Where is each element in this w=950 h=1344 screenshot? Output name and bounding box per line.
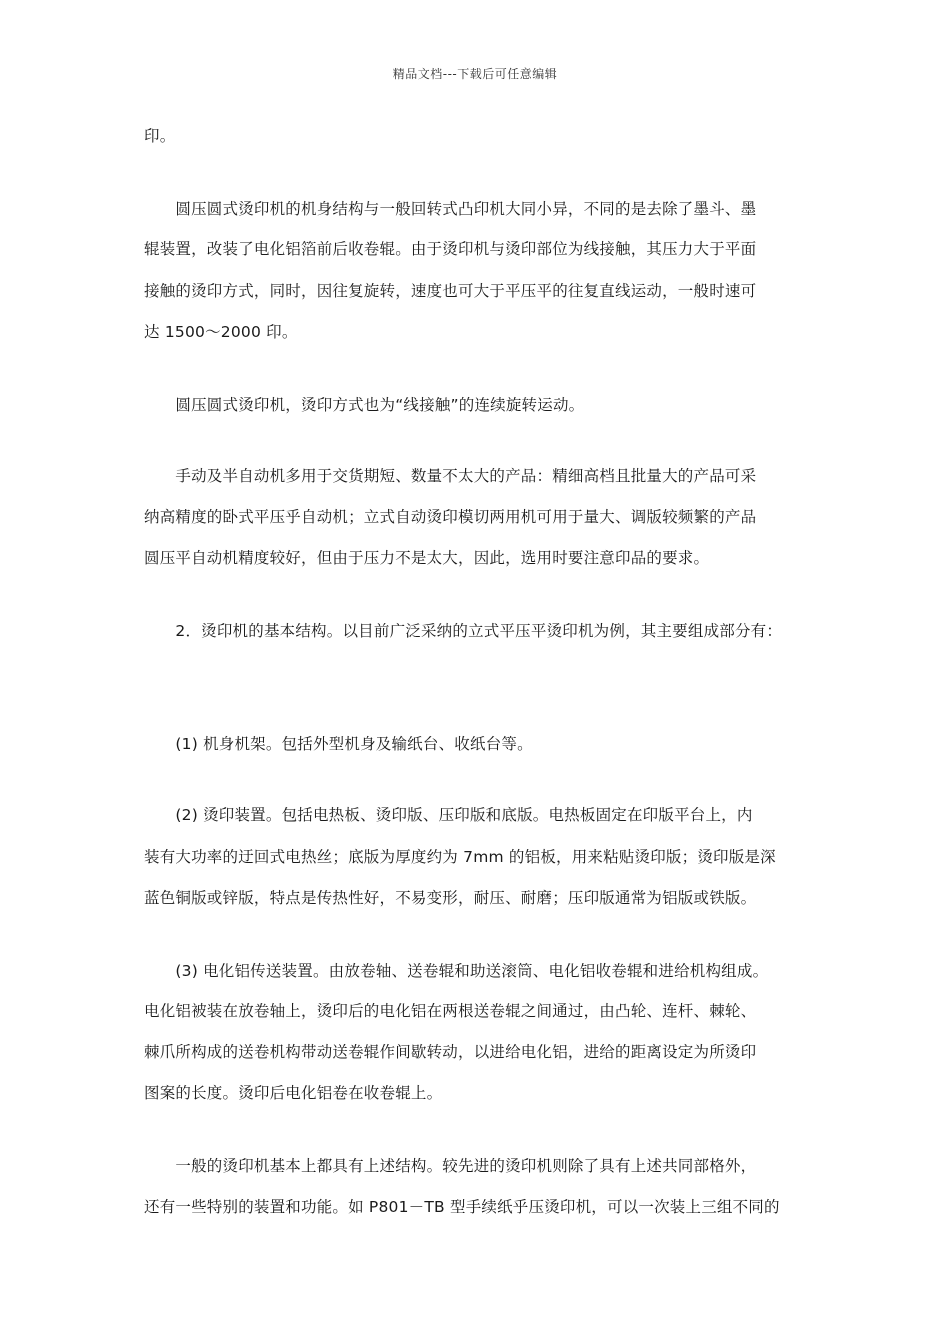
paragraph-line: 蓝色铜版或锌版，特点是传热性好，不易变形，耐压、耐磨；压印版通常为铝版或铁版。 bbox=[144, 889, 757, 907]
paragraph-line: (2) 烫印装置。包括电热板、烫印版、压印版和底版。电热板固定在印版平台上，内 bbox=[144, 806, 753, 824]
paragraph-line: 纳高精度的卧式平压乎自动机；立式自动烫印模切两用机可用于量大、调版较频繁的产品 bbox=[144, 508, 757, 526]
paragraph-line: 接触的烫印方式，同时，因往复旋转，速度也可大于平压平的往复直线运动，一般时速可 bbox=[144, 282, 757, 300]
paragraph-line: 达 1500～2000 印。 bbox=[144, 323, 298, 341]
paragraph-line: 辊装置，改装了电化铝箔前后收卷辊。由于烫印机与烫印部位为线接触，其压力大于平面 bbox=[144, 240, 757, 258]
paragraph-line: 装有大功率的迂回式电热丝；底版为厚度约为 7mm 的铝板，用来粘贴烫印版；烫印版是深 bbox=[144, 848, 776, 866]
paragraph-line: 圆压平自动机精度较好，但由于压力不是太大，因此，选用时要注意印品的要求。 bbox=[144, 549, 710, 567]
paragraph-line: (1) 机身机架。包括外型机身及输纸台、收纸台等。 bbox=[144, 735, 533, 753]
paragraph-line: 2．烫印机的基本结构。以目前广泛采纳的立式平压平烫印机为例，其主要组成部分有： bbox=[144, 622, 783, 640]
paragraph-line: 还有一些特别的装置和功能。如 P801－TB 型手续纸乎压烫印机，可以一次装上三组不同的 bbox=[144, 1198, 780, 1216]
paragraph-line: 一般的烫印机基本上都具有上述结构。较先进的烫印机则除了具有上述共同部格外， bbox=[144, 1157, 757, 1175]
paragraph-line: 手动及半自动机多用于交货期短、数量不太大的产品：精细高档且批量大的产品可采 bbox=[144, 467, 757, 485]
paragraph-line: 电化铝被装在放卷轴上，烫印后的电化铝在两根送卷辊之间通过，由凸轮、连杆、棘轮、 bbox=[144, 1002, 757, 1020]
paragraph-line: 图案的长度。烫印后电化铝卷在收卷辊上。 bbox=[144, 1084, 443, 1102]
paragraph-line: 印。 bbox=[144, 127, 176, 145]
paragraph-line: 圆压圆式烫印机的机身结构与一般回转式凸印机大同小异，不同的是去除了墨斗、墨 bbox=[144, 200, 757, 218]
paragraph-line: 棘爪所构成的送卷机构带动送卷辊作间歇转动，以进给电化铝，进给的距离设定为所烫印 bbox=[144, 1043, 757, 1061]
paragraph-line: 圆压圆式烫印机，烫印方式也为“线接触”的连续旋转运动。 bbox=[144, 396, 585, 414]
paragraph-line: (3) 电化铝传送装置。由放卷轴、送卷辊和助送滚筒、电化铝收卷辊和进给机构组成。 bbox=[144, 962, 769, 980]
page-header: 精品文档---下载后可任意编辑 bbox=[392, 67, 558, 81]
